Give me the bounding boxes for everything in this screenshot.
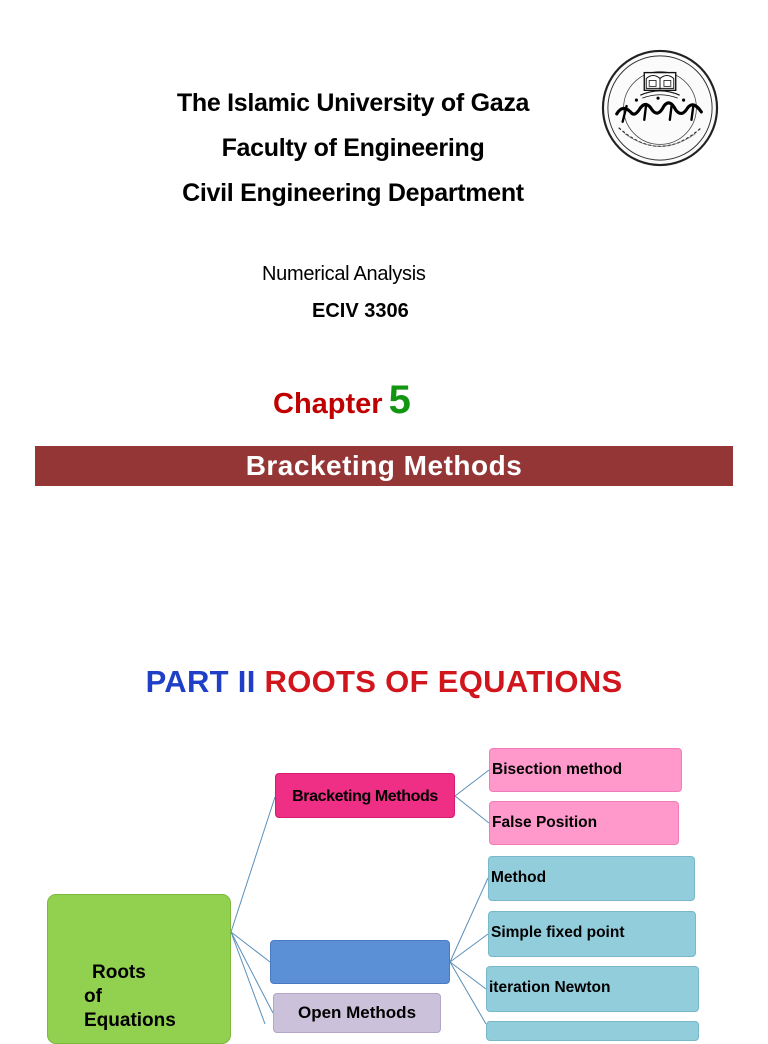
chapter-word: Chapter (273, 388, 383, 420)
connector-root-extra (231, 932, 265, 1024)
connector-root-blue (231, 932, 270, 962)
part-heading (0, 664, 768, 700)
diagram-root-node (47, 894, 231, 1044)
root-line-3: Equations (84, 1010, 176, 1031)
department-name: Civil Engineering Department (182, 179, 524, 207)
chapter-number: 5 (388, 378, 411, 422)
part-label: PART II (145, 664, 256, 699)
false-position-node: False Position (489, 801, 679, 845)
university-name: The Islamic University of Gaza (176, 89, 530, 117)
root-node-label (84, 961, 176, 1033)
course-code: ECIV 3306 (312, 300, 409, 322)
open-methods-node: Open Methods (273, 993, 441, 1033)
connector-blue-simple (450, 934, 488, 962)
root-line-2: of (84, 986, 102, 1007)
course-name: Numerical Analysis (262, 263, 426, 285)
part-title: ROOTS OF EQUATIONS (264, 664, 623, 699)
connector-bracketing-false (455, 796, 489, 823)
simple-fixed-point-node: Simple fixed point (488, 911, 696, 957)
root-line-1: Roots (92, 962, 146, 983)
chapter-heading (273, 378, 411, 423)
faculty-name: Faculty of Engineering (221, 134, 485, 162)
connector-bracketing-bisection (455, 770, 489, 796)
connector-blue-newton (450, 962, 486, 989)
university-seal-logo (601, 49, 719, 167)
bracketing-methods-node: Bracketing Methods (275, 773, 455, 818)
chapter-title-banner: Bracketing Methods (35, 446, 733, 486)
method-node: Method (488, 856, 695, 901)
connector-root-open (231, 932, 273, 1013)
bisection-method-node: Bisection method (489, 748, 682, 792)
connector-blue-partial (450, 962, 486, 1024)
connector-blue-method (450, 878, 488, 962)
unlabeled-branch-node (270, 940, 450, 984)
iteration-newton-node: iteration Newton (486, 966, 699, 1012)
connector-root-bracketing (231, 797, 275, 932)
partial-leaf-node (486, 1021, 699, 1041)
